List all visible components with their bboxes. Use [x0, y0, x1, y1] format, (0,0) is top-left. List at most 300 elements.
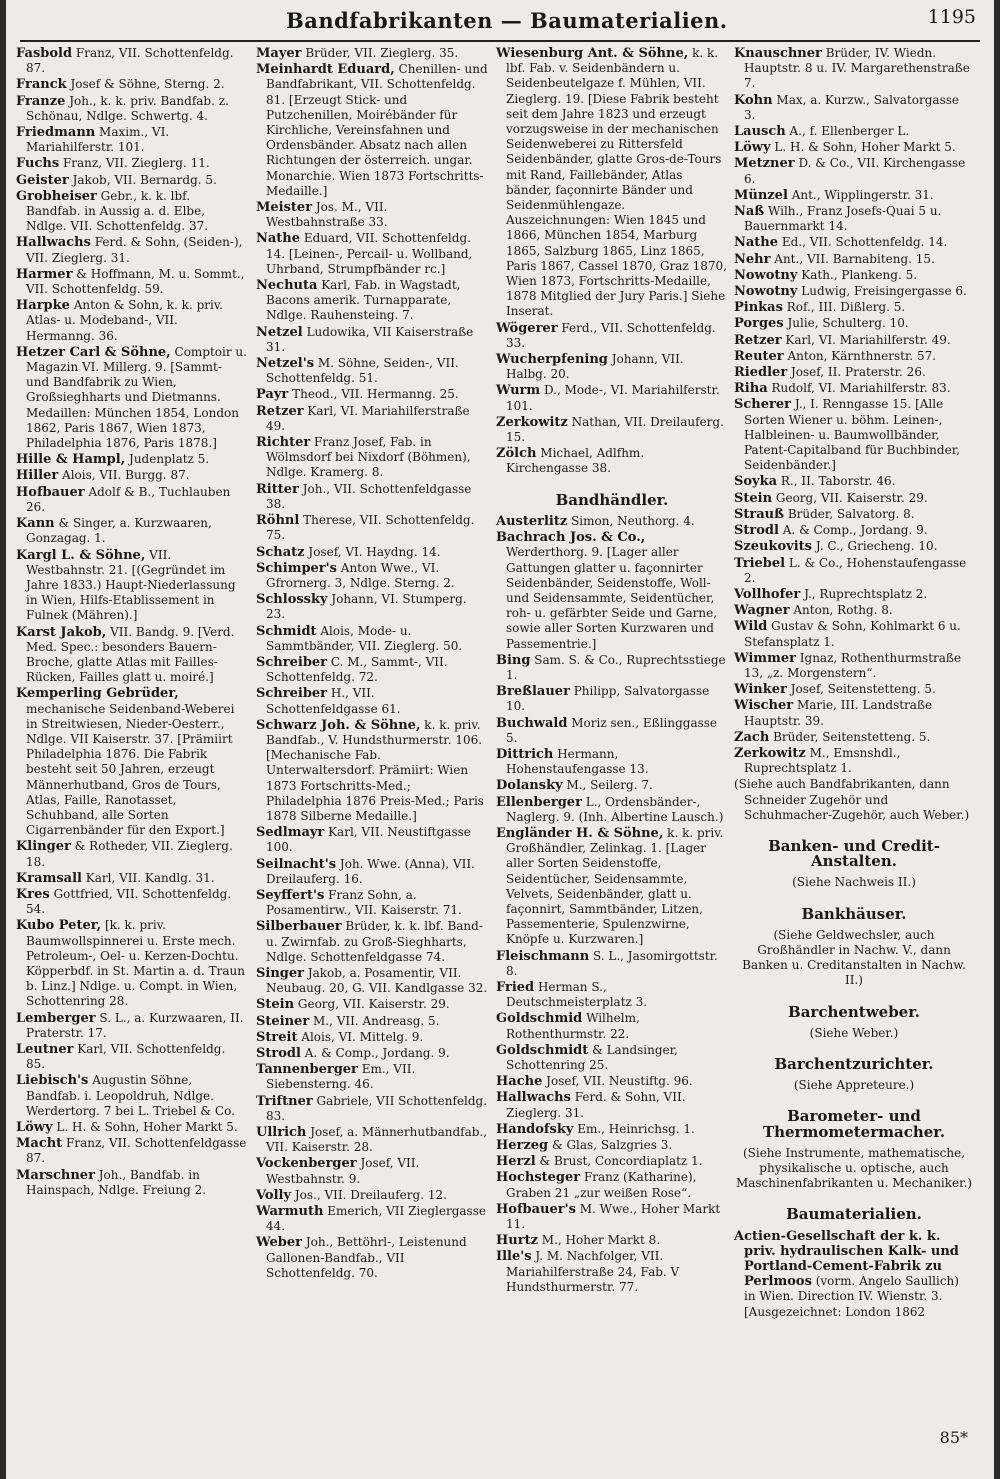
entry-name: Wögerer	[496, 320, 558, 336]
entry-text: Nathan, VII. Dreilauferg. 15.	[506, 414, 724, 445]
directory-entry	[16, 1136, 248, 1166]
directory-entry	[734, 124, 974, 139]
entry-name: Nechuta	[256, 278, 318, 294]
entry-name: Winker	[734, 682, 787, 698]
entry-name: Metzner	[734, 156, 795, 172]
section-heading: Bankhäuser.	[801, 904, 907, 923]
directory-entry	[256, 231, 488, 277]
directory-entry	[256, 1030, 488, 1045]
entry-name: Wucherpfening	[496, 352, 608, 368]
directory-entry	[256, 592, 488, 622]
entry-text: Georg, VII. Kaiserstr. 29.	[294, 997, 450, 1012]
entry-name: Vollhofer	[734, 586, 801, 602]
entry-text: Therese, VII. Schottenfeldg. 75.	[266, 513, 475, 543]
entry-name: Klinger	[16, 839, 71, 855]
directory-entry	[496, 795, 728, 825]
directory-entry	[256, 200, 488, 230]
directory-entry	[734, 619, 974, 649]
entry-text: Ferd. & Sohn, (Seiden-), VII. Zieglerg. 31.	[26, 235, 243, 265]
entry-name: Riha	[734, 381, 768, 397]
entry-name: Fried	[496, 979, 535, 995]
directory-entry	[734, 474, 974, 489]
entry-text: M. Wwe., Hoher Markt 11.	[506, 1201, 721, 1232]
entry-name: Kemperling Gebrüder,	[16, 686, 179, 702]
entry-text: L. H. & Sohn, Hoher Markt 5.	[770, 140, 956, 155]
entry-text: M., VII. Andreasg. 5.	[309, 1013, 440, 1028]
directory-entry	[734, 556, 974, 586]
column-4	[734, 46, 974, 1321]
entry-name: Szeukovits	[734, 539, 812, 555]
directory-entry	[496, 1249, 728, 1295]
entry-name: Tannenberger	[256, 1062, 358, 1078]
directory-entry	[256, 62, 488, 199]
directory-entry	[256, 919, 488, 965]
signature-mark: 85*	[939, 1428, 968, 1447]
entry-text: [k. k. priv. Baumwollspinnerei u. Erste mech. Petroleum-, Oel- u. Kerzen-Dochtu. Köpperbdf. in St. Martin a. d. Traun b. Linz.] Ndlge. u. Compt. in Wien, Schottenring 28.	[26, 918, 245, 1009]
entry-name: Nathe	[734, 235, 779, 251]
entry-text: Maxim., VI. Mariahilferstr. 101.	[26, 125, 170, 155]
entry-name: Warmuth	[256, 1204, 324, 1220]
entry-text: Karl, VI. Mariahilferstraße 49.	[266, 403, 470, 433]
directory-entry	[256, 1235, 488, 1281]
directory-entry	[256, 482, 488, 512]
entry-text: Anton Wwe., VI. Gfrornerg. 3, Ndlge. Sterng. 2.	[266, 560, 455, 590]
entry-name: Kres	[16, 886, 50, 902]
entry-text: Marie, III. Landstraße Hauptstr. 39.	[744, 698, 933, 728]
entry-text: Brüder, Seitenstetteng. 5.	[769, 729, 931, 744]
entry-text: Em., VII. Siebensterng. 46.	[266, 1062, 416, 1092]
entry-name: Breßlauer	[496, 684, 570, 700]
entry-text: Alois, Mode- u. Sammtbänder, VII. Zieglerg. 50.	[266, 623, 463, 653]
directory-entry	[256, 966, 488, 996]
directory-entry	[496, 949, 728, 979]
entry-text: Ludwig, Freisingergasse 6.	[797, 284, 967, 299]
directory-entry	[16, 267, 248, 297]
entry-text: Michael, Adlfhm. Kirchengasse 38.	[506, 446, 645, 476]
directory-entry	[256, 1188, 488, 1203]
entry-name: Schmidt	[256, 623, 317, 639]
directory-entry	[734, 397, 974, 473]
entry-name: Hochsteger	[496, 1170, 581, 1186]
entry-name: Dittrich	[496, 746, 554, 762]
entry-name: Handofsky	[496, 1121, 574, 1137]
entry-name: Franck	[16, 77, 67, 93]
entry-text: Kath., Plankeng. 5.	[797, 267, 918, 282]
entry-text: Rudolf, VI. Mariahilferstr. 83.	[767, 381, 951, 396]
entry-name: Vockenberger	[256, 1156, 357, 1172]
column-1	[16, 46, 248, 1199]
entry-text: Karl, VII. Neustiftgasse 100.	[266, 825, 471, 855]
entry-name: Scherer	[734, 397, 791, 413]
directory-entry	[256, 686, 488, 716]
directory-entry	[734, 651, 974, 681]
entry-name: Schimper's	[256, 560, 337, 576]
entry-name: Wagner	[734, 603, 790, 619]
entry-text: Joh., k. k. priv. Bandfab. z. Schönau, Ndlge. Schwertg. 4.	[26, 93, 229, 123]
entry-text: Karl, VII. Schottenfeldg. 85.	[26, 1042, 226, 1072]
entry-name: Ullrich	[256, 1125, 307, 1141]
entry-text: Gabriele, VII Schottenfeldg. 83.	[266, 1093, 488, 1123]
entry-name: Kargl L. & Söhne,	[16, 547, 146, 563]
entry-name: Steiner	[256, 1013, 310, 1029]
directory-entry	[16, 125, 248, 155]
directory-entry	[496, 1043, 728, 1073]
entry-name: Hille & Hampl,	[16, 452, 126, 468]
directory-entry	[16, 468, 248, 483]
directory-entry	[496, 415, 728, 445]
directory-entry	[496, 514, 728, 529]
entry-text: J. C., Griecheng. 10.	[812, 539, 938, 554]
entry-text: L. H. & Sohn, Hoher Markt 5.	[52, 1120, 238, 1135]
entry-name: Röhnl	[256, 513, 300, 529]
directory-entry	[16, 548, 248, 624]
entry-text: Hermann, Hohenstaufengasse 13.	[506, 746, 649, 777]
entry-name: Meinhardt Eduard,	[256, 62, 395, 78]
entry-name: Hofbauer	[16, 484, 85, 500]
directory-entry	[16, 156, 248, 171]
entry-text: C. M., Sammt-, VII. Schottenfeldg. 72.	[266, 654, 448, 685]
entry-name: Schwarz Joh. & Söhne,	[256, 717, 421, 733]
entry-name: Riedler	[734, 365, 788, 381]
directory-entry	[734, 46, 974, 92]
entry-name: Hallwachs	[16, 235, 91, 251]
entry-name: Strodl	[734, 523, 779, 539]
directory-entry	[734, 204, 974, 234]
entry-text: Anton, Rothg. 8.	[789, 603, 893, 618]
entry-text: Ludowika, VII Kaiserstraße 31.	[266, 324, 474, 354]
entry-text: L. & Co., Hohenstaufengasse 2.	[744, 555, 967, 585]
entry-name: Richter	[256, 435, 311, 451]
entry-name: Karst Jakob,	[16, 624, 107, 640]
entry-text: Adolf & B., Tuchlauben 26.	[26, 484, 231, 514]
entry-text: (vorm. Angelo Saullich) in Wien. Direction IV. Wienstr. 3. [Ausgezeichnet: London 1862	[744, 1274, 959, 1319]
entry-name: Lemberger	[16, 1010, 96, 1026]
entry-text: & Hoffmann, M. u. Sommt., VII. Schottenfeldg. 59.	[26, 266, 245, 297]
entry-text: Georg, VII. Kaiserstr. 29.	[772, 490, 928, 505]
directory-entry	[734, 140, 974, 155]
directory-entry	[16, 918, 248, 1009]
directory-entry	[256, 1156, 488, 1186]
entry-name: Porges	[734, 316, 784, 332]
entry-text: Franz Josef, Fab. in Wölmsdorf bei Nixdorf (Böhmen), Ndlge. Kramerg. 8.	[266, 435, 471, 480]
entry-text: Ferd., VII. Schottenfeldg. 33.	[506, 320, 716, 350]
entry-name: Netzel	[256, 324, 303, 340]
header-rule	[20, 40, 980, 42]
directory-entry	[256, 1046, 488, 1061]
entry-text: Karl, Fab. in Wagstadt, Bacons amerik. Turnapparate, Ndlge. Rauhensteing. 7.	[266, 278, 461, 323]
entry-text: Theod., VII. Hermanng. 25.	[288, 387, 459, 402]
directory-entry	[496, 653, 728, 683]
directory-entry	[256, 1062, 488, 1092]
directory-entry	[734, 682, 974, 697]
directory-entry	[16, 94, 248, 124]
directory-entry	[256, 888, 488, 918]
entry-text: Johann, VI. Stumperg. 23.	[266, 592, 467, 622]
entry-name: Münzel	[734, 187, 788, 203]
directory-entry	[256, 1014, 488, 1029]
directory-entry	[496, 716, 728, 746]
entry-name: Wild	[734, 619, 768, 635]
directory-entry	[496, 321, 728, 351]
entry-name: Wurm	[496, 383, 541, 399]
entry-name: Schlossky	[256, 592, 328, 608]
entry-name: Bing	[496, 652, 531, 668]
entry-name: Herzl	[496, 1154, 536, 1170]
entry-text: L., Ordensbänder-, Naglerg. 9. (Inh. Albertine Lausch.)	[506, 794, 724, 824]
section-note: (Siehe Appreteure.)	[793, 1078, 915, 1093]
entry-name: Strauß	[734, 506, 784, 522]
entry-text: Joh., VII. Schottenfeldgasse 38.	[266, 481, 472, 511]
directory-entry	[734, 491, 974, 506]
entry-text: Alois, VI. Mittelg. 9.	[297, 1029, 424, 1044]
section-note: (Siehe Geldwechsler, auch Großhändler in Nachw. V., dann Banken u. Creditanstalten in Nachw. II.)	[742, 927, 966, 988]
directory-entry	[256, 997, 488, 1012]
entry-name: Ritter	[256, 481, 299, 497]
entry-text: Karl, VII. Kandlg. 31.	[81, 870, 215, 885]
entry-text: Julie, Schulterg. 10.	[783, 316, 909, 331]
entry-name: Schreiber	[256, 654, 328, 670]
entry-name: Wimmer	[734, 650, 796, 666]
entry-name: Singer	[256, 965, 304, 981]
entry-text: S. L., a. Kurzwaaren, II. Praterstr. 17.	[26, 1010, 244, 1040]
entry-text: J., Ruprechtsplatz 2.	[800, 586, 928, 601]
directory-entry	[16, 625, 248, 686]
entry-text: Franz, VII. Schottenfeldgasse 87.	[26, 1136, 247, 1166]
entry-name: Kramsall	[16, 870, 82, 886]
directory-entry	[734, 777, 974, 823]
entry-text: M. Söhne, Seiden-, VII. Schottenfeldg. 51.	[266, 356, 459, 386]
directory-entry	[496, 778, 728, 793]
entry-name: Payr	[256, 387, 289, 403]
entry-name: Wischer	[734, 698, 794, 714]
entry-name: Macht	[16, 1136, 63, 1152]
directory-entry	[16, 298, 248, 344]
entry-text: (Siehe auch Bandfabrikanten, dann Schneider Zugehör und Schuhmacher-Zugehör, auch Weber.)	[734, 777, 970, 822]
entry-name: Löwy	[734, 140, 771, 156]
entry-text: M., Emsnshdl., Ruprechtsplatz 1.	[744, 745, 901, 776]
entry-text: A., f. Ellenberger L.	[785, 124, 910, 139]
directory-entry	[734, 603, 974, 618]
entry-text: Chenillen- und Bandfabrikant, VII. Schottenfeldg. 81. [Erzeugt Stick- und Putzchenillen, Moirébänder für Kirchliche, Vereinsfahnen und Ordensbänder. Absatz nach allen Richtungen der österreich. ungar. Monarchie. Wien 1873 Fortschritts-Medaille.]	[266, 62, 488, 198]
directory-entry	[16, 235, 248, 265]
entry-text: Joh., Bettöhrl-, Leistenund Gallonen-Bandfab., VII Schottenfeldg. 70.	[266, 1235, 467, 1280]
entry-name: Friedmann	[16, 125, 96, 141]
entry-name: Seilnacht's	[256, 856, 337, 872]
page-header	[6, 0, 994, 40]
entry-name: Stein	[734, 490, 773, 506]
directory-entry	[496, 1122, 728, 1137]
entry-name: Goldschmid	[496, 1011, 583, 1027]
entry-name: Streit	[256, 1029, 298, 1045]
section-heading: Banken- und Credit-Anstalten.	[768, 836, 940, 871]
entry-name: Netzel's	[256, 356, 315, 372]
directory-entry	[734, 235, 974, 250]
directory-entry	[496, 446, 728, 476]
entry-name: Meister	[256, 200, 313, 216]
entry-text: Brüder, k. k. lbf. Band- u. Zwirnfab. zu Groß-Sieghharts, Ndlge. Schottenfeldgasse 74.	[266, 919, 483, 964]
entry-name: Hache	[496, 1074, 543, 1090]
directory-entry	[16, 1168, 248, 1198]
directory-entry	[496, 352, 728, 382]
entry-text: Jakob, VII. Bernardg. 5.	[68, 172, 217, 187]
entry-name: Fuchs	[16, 156, 60, 172]
section-heading: Baumaterialien.	[786, 1205, 922, 1224]
entry-name: Goldschmidt	[496, 1042, 589, 1058]
entry-name: Weber	[256, 1235, 303, 1251]
entry-name: Löwy	[16, 1120, 53, 1136]
entry-name: Triebel	[734, 555, 786, 571]
entry-text: Brüder, Salvatorg. 8.	[784, 506, 915, 521]
entry-text: Eduard, VII. Schottenfeldg. 14. [Leinen-, Percail- u. Wollband, Uhrband, Strumpfbänder rc.]	[266, 231, 473, 276]
entry-text: Simon, Neuthorg. 4.	[567, 513, 695, 528]
entry-name: Nowotny	[734, 267, 798, 283]
entry-text: Joh., Bandfab. in Hainspach, Ndlge. Freiung 2.	[26, 1167, 207, 1197]
entry-name: Wiesenburg Ant. & Söhne,	[496, 46, 689, 61]
entry-text: Josef, VII. Westbahnstr. 9.	[266, 1156, 420, 1186]
entry-name: Kohn	[734, 92, 773, 108]
directory-entry	[16, 452, 248, 467]
directory-entry	[734, 252, 974, 267]
entry-name: Retzer	[734, 332, 782, 348]
directory-entry	[496, 530, 728, 652]
entry-text: D., Mode-, VI. Mariahilferstr. 101.	[506, 383, 720, 413]
entry-name: Schreiber	[256, 686, 328, 702]
directory-entry	[734, 746, 974, 776]
entry-name: Hofbauer's	[496, 1201, 576, 1217]
entry-text: Ant., VII. Barnabiteng. 15.	[770, 251, 935, 266]
entry-name: Knauschner	[734, 46, 822, 61]
column-4-entries	[734, 46, 974, 823]
entry-name: Naß	[734, 204, 765, 220]
directory-entry	[16, 1042, 248, 1072]
entry-text: Augustin Söhne, Bandfab. i. Leopoldruh, Ndlge. Werdertorg. 7 bei L. Triebel & Co.	[26, 1073, 235, 1118]
entry-name: Lausch	[734, 124, 786, 140]
directory-entry	[496, 1233, 728, 1248]
entry-name: Volly	[256, 1187, 291, 1203]
entry-text: A. & Comp., Jordang. 9.	[300, 1046, 450, 1060]
directory-entry	[256, 624, 488, 654]
entry-name: Strodl	[256, 1046, 301, 1061]
entry-text: Jos., VII. Dreilauferg. 12.	[291, 1187, 447, 1202]
entry-name: Bachrach Jos. & Co.,	[496, 530, 646, 546]
directory-entry	[734, 539, 974, 554]
entry-name: Harmer	[16, 266, 73, 282]
directory-entry	[16, 77, 248, 92]
entry-name: Leutner	[16, 1042, 74, 1057]
entry-text: k. k. lbf. Fab. v. Seidenbändern u. Seidenbeutelgaze f. Mühlen, VII. Zieglerg. 19. [Diese Fabrik besteht seit dem Jahre 1823 und erzeugt vorzugsweise in der mechanischen Seidenweberei zu Rittersfeld Seidenbänder, glatte Gros-de-Tours mit Rand, Faillebänder, Atlas bänder, façonnirte Bänder und Seidenmühlengaze. Auszeichnungen: Wien 1845 und 1866, München 1854, Marburg 1865, Salzburg 1865, Linz 1865, Paris 1867, Cassel 1870, Graz 1870, Wien 1873, Fortschritts-Medaille, 1878 Mitglied der Jury Paris.] Siehe Inserat.	[506, 46, 727, 319]
directory-entry	[496, 1090, 728, 1120]
entry-name: Nowotny	[734, 284, 798, 300]
entry-name: Geister	[16, 172, 69, 188]
entry-text: Franz, VII. Schottenfeldg. 87.	[26, 46, 234, 76]
directory-page	[6, 0, 994, 1479]
page-number: 1195	[927, 6, 976, 28]
entry-name: Zerkowitz	[734, 745, 806, 761]
entry-text: Jakob, a. Posamentir, VII. Neubaug. 20, G. VII. Kandlgasse 32.	[266, 965, 488, 996]
entry-name: Soyka	[734, 474, 778, 490]
directory-entry	[16, 839, 248, 869]
directory-entry	[734, 381, 974, 396]
directory-entry	[496, 1074, 728, 1089]
directory-entry	[496, 747, 728, 777]
entry-text: & Brust, Concordiaplatz 1.	[535, 1154, 703, 1169]
directory-entry	[256, 1094, 488, 1124]
entry-text: Franz, VII. Zieglerg. 11.	[59, 156, 210, 171]
entry-text: & Singer, a. Kurzwaaren, Gonzagag. 1.	[26, 516, 212, 546]
entry-name: Dolansky	[496, 778, 563, 794]
entry-name: Franze	[16, 93, 66, 109]
entry-text: Josef, Seitenstetteng. 5.	[786, 682, 936, 697]
directory-entry	[734, 587, 974, 602]
directory-entry	[734, 333, 974, 348]
entry-name: Ille's	[496, 1249, 532, 1265]
directory-entry	[16, 485, 248, 515]
entry-text: Anton & Sohn, k. k. priv. Atlas- u. Modeband-, VII. Hermanng. 36.	[26, 298, 223, 343]
entry-name: Fleischmann	[496, 948, 590, 964]
directory-entry	[496, 684, 728, 714]
directory-entry	[256, 561, 488, 591]
entry-text: Em., Heinrichsg. 1.	[573, 1121, 695, 1136]
entry-text: VII. Bandg. 9. [Verd. Med. Spec.: besonders Bauern-Broche, glatte Atlas mit Failles-Rücken, Failles glatt u. moiré.]	[26, 624, 235, 685]
directory-entry	[16, 173, 248, 188]
entry-name: Kann	[16, 516, 55, 532]
directory-entry	[256, 404, 488, 434]
entry-text: Ignaz, Rothenthurmstraße 13, „z. Morgenstern“.	[744, 650, 962, 680]
directory-entry	[256, 325, 488, 355]
directory-entry	[496, 826, 728, 948]
directory-entry	[256, 545, 488, 560]
directory-entry	[734, 730, 974, 745]
entry-text: S. L., Jasomirgottstr. 8.	[506, 948, 718, 978]
entry-name: Triftner	[256, 1093, 313, 1109]
entry-text: Emerich, VII Zieglergasse 44.	[266, 1204, 486, 1234]
entry-text: Philipp, Salvatorgasse 10.	[506, 684, 710, 714]
entry-text: Ed., VII. Schottenfeldg. 14.	[778, 235, 948, 250]
entry-text: Joh. Wwe. (Anna), VII. Dreilauferg. 16.	[266, 856, 475, 886]
entry-text: M., Hoher Markt 8.	[537, 1233, 661, 1248]
entry-text: J., I. Renngasse 15. [Alle Sorten Wiener u. böhm. Leinen-, Halbleinen- u. Baumwollbänder, Patent-Capitalband für Buchbinder, Seidenbänder.]	[744, 397, 960, 473]
directory-entry	[734, 188, 974, 203]
section-heading: Barometer- und Thermometermacher.	[762, 1107, 946, 1141]
entry-name: Silberbauer	[256, 919, 342, 935]
entry-name: Seyffert's	[256, 887, 325, 903]
entry-text: J. M. Nachfolger, VII. Mariahilferstraße 24, Fab. V Hundsthurmerstr. 77.	[506, 1249, 680, 1294]
entry-name: Grobheiser	[16, 188, 97, 204]
entry-name: Hurtz	[496, 1233, 538, 1249]
entry-text: Josef & Söhne, Sterng. 2.	[66, 77, 225, 92]
entry-text: k. k. priv. Bandfab., V. Hundsthurmerstr. 106. [Mechanische Fab. Unterwaltersdorf. Prämiirt: Wien 1873 Fortschritts-Med.; Philadelphia 1876 Preis-Med.; Paris 1878 Silberne Medaille.]	[266, 717, 484, 823]
directory-entry	[16, 1073, 248, 1119]
directory-entry	[734, 365, 974, 380]
directory-entry	[16, 46, 248, 76]
entry-text: & Rotheder, VII. Zieglerg. 18.	[26, 839, 233, 869]
entry-name: Ellenberger	[496, 794, 582, 810]
entry-text: Johann, VII. Halbg. 20.	[506, 352, 684, 382]
entry-name: Hallwachs	[496, 1090, 571, 1106]
entry-name: Hiller	[16, 468, 59, 484]
directory-entry	[496, 1011, 728, 1041]
entry-text: Gebr., k. k. lbf. Bandfab. in Aussig a. d. Elbe, Ndlge. VII. Schottenfeldg. 37.	[26, 188, 209, 234]
directory-entry	[496, 980, 728, 1010]
entry-name: Reuter	[734, 348, 784, 364]
entry-text: Comptoir u. Magazin VI. Millerg. 9. [Sammt- und Bandfabrik zu Wien, Großsieghharts und Dietmanns. Medaillen: München 1854, London 1862, Paris 1867, Wien 1873, Philadelphia 1876, Paris 1878.]	[26, 344, 247, 451]
entry-name: Schatz	[256, 544, 305, 560]
column-3	[496, 46, 728, 1296]
directory-entry	[256, 435, 488, 481]
entry-text: Franz (Katharine), Graben 21 „zur weißen Rose“.	[506, 1170, 697, 1200]
entry-name: Fasbold	[16, 46, 73, 61]
directory-entry	[734, 93, 974, 123]
